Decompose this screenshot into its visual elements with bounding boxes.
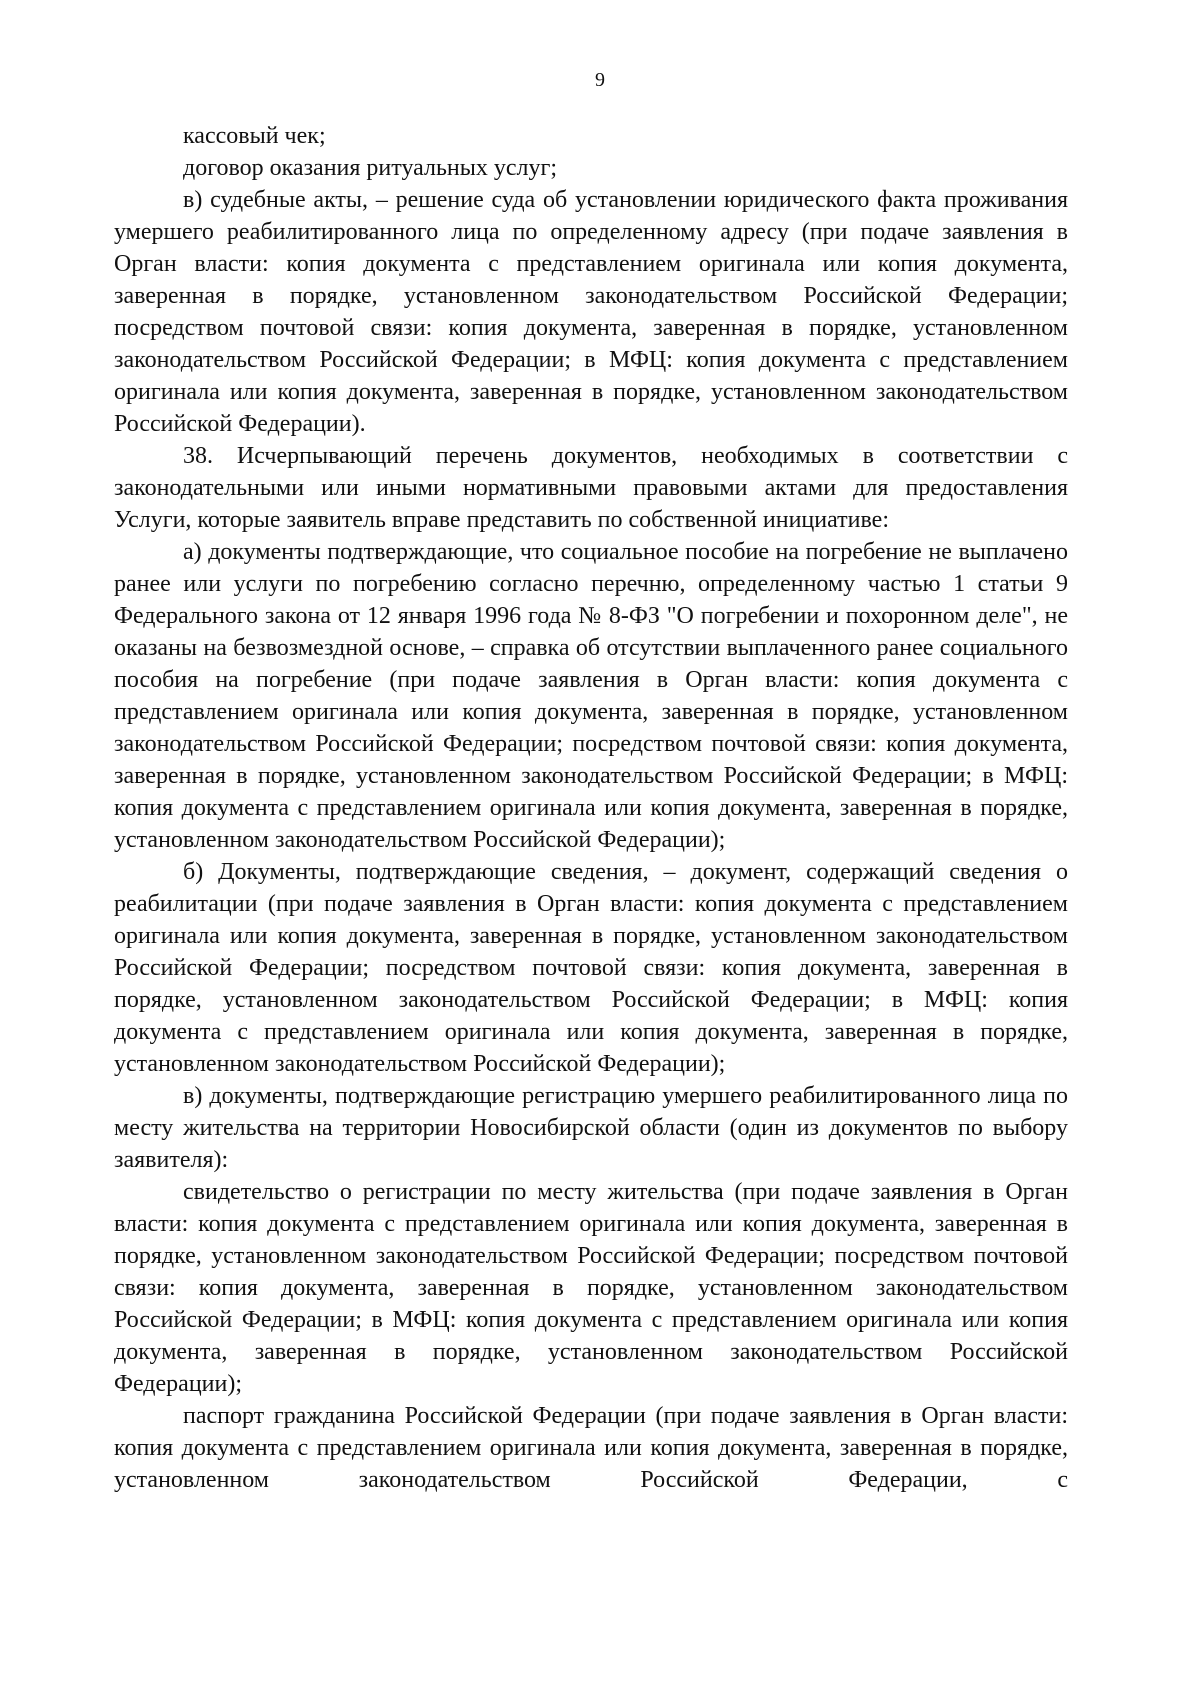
paragraph-registration-certificate: свидетельство о регистрации по месту жительства (при подаче заявления в Орган власти: копия документа с представлением оригинала или копия документа, заверенная в порядке, установленном законодательством Российской Федерации; посредством почтовой связи: копия документа, заверенная в порядке, установленном законодательством Российской Федерации; в МФЦ: копия документа с представлением оригинала или копия документа, заверенная в порядке, установленном законодательством Российской Федерации); bbox=[114, 1179, 1068, 1397]
document-body bbox=[114, 120, 1068, 1496]
paragraph-passport: паспорт гражданина Российской Федерации (при подаче заявления в Орган власти: копия документа с представлением оригинала или копия документа, заверенная в порядке, установленном законодательством Российской Федерации, с bbox=[114, 1403, 1068, 1493]
paragraph-item-38: 38. Исчерпывающий перечень документов, необходимых в соответствии с законодательными или иными нормативными правовыми актами для предоставления Услуги, которые заявитель вправе представить по собственной инициативе: bbox=[114, 443, 1068, 533]
paragraph-cash-receipt: кассовый чек; bbox=[183, 123, 326, 149]
paragraph-funeral-contract: договор оказания ритуальных услуг; bbox=[183, 155, 558, 181]
paragraph-court-acts: в) судебные акты, – решение суда об установлении юридического факта проживания умершего реабилитированного лица по определенному адресу (при подаче заявления в Орган власти: копия документа с представлением оригинала или копия документа, заверенная в порядке, установленном законодательством Российской Федерации; посредством почтовой связи: копия документа, заверенная в порядке, установленном законодательством Российской Федерации; в МФЦ: копия документа с представлением оригинала или копия документа, заверенная в порядке, установленном законодательством Российской Федерации). bbox=[114, 187, 1068, 437]
page-number: 9 bbox=[595, 69, 605, 91]
paragraph-item-b: б) Документы, подтверждающие сведения, – документ, содержащий сведения о реабилитации (при подаче заявления в Орган власти: копия документа с представлением оригинала или копия документа, заверенная в порядке, установленном законодательством Российской Федерации; посредством почтовой связи: копия документа, заверенная в порядке, установленном законодательством Российской Федерации; в МФЦ: копия документа с представлением оригинала или копия документа, заверенная в порядке, установленном законодательством Российской Федерации); bbox=[114, 859, 1068, 1077]
paragraph-item-v: в) документы, подтверждающие регистрацию умершего реабилитированного лица по месту жительства на территории Новосибирской области (один из документов по выбору заявителя): bbox=[114, 1083, 1068, 1173]
paragraph-item-a: а) документы подтверждающие, что социальное пособие на погребение не выплачено ранее или услуги по погребению согласно перечню, определенному частью 1 статьи 9 Федерального закона от 12 января 1996 года № 8-ФЗ "О погребении и похоронном деле", не оказаны на безвозмездной основе, – справка об отсутствии выплаченного ранее социального пособия на погребение (при подаче заявления в Орган власти: копия документа с представлением оригинала или копия документа, заверенная в порядке, установленном законодательством Российской Федерации; посредством почтовой связи: копия документа, заверенная в порядке, установленном законодательством Российской Федерации; в МФЦ: копия документа с представлением оригинала или копия документа, заверенная в порядке, установленном законодательством Российской Федерации); bbox=[114, 539, 1068, 853]
